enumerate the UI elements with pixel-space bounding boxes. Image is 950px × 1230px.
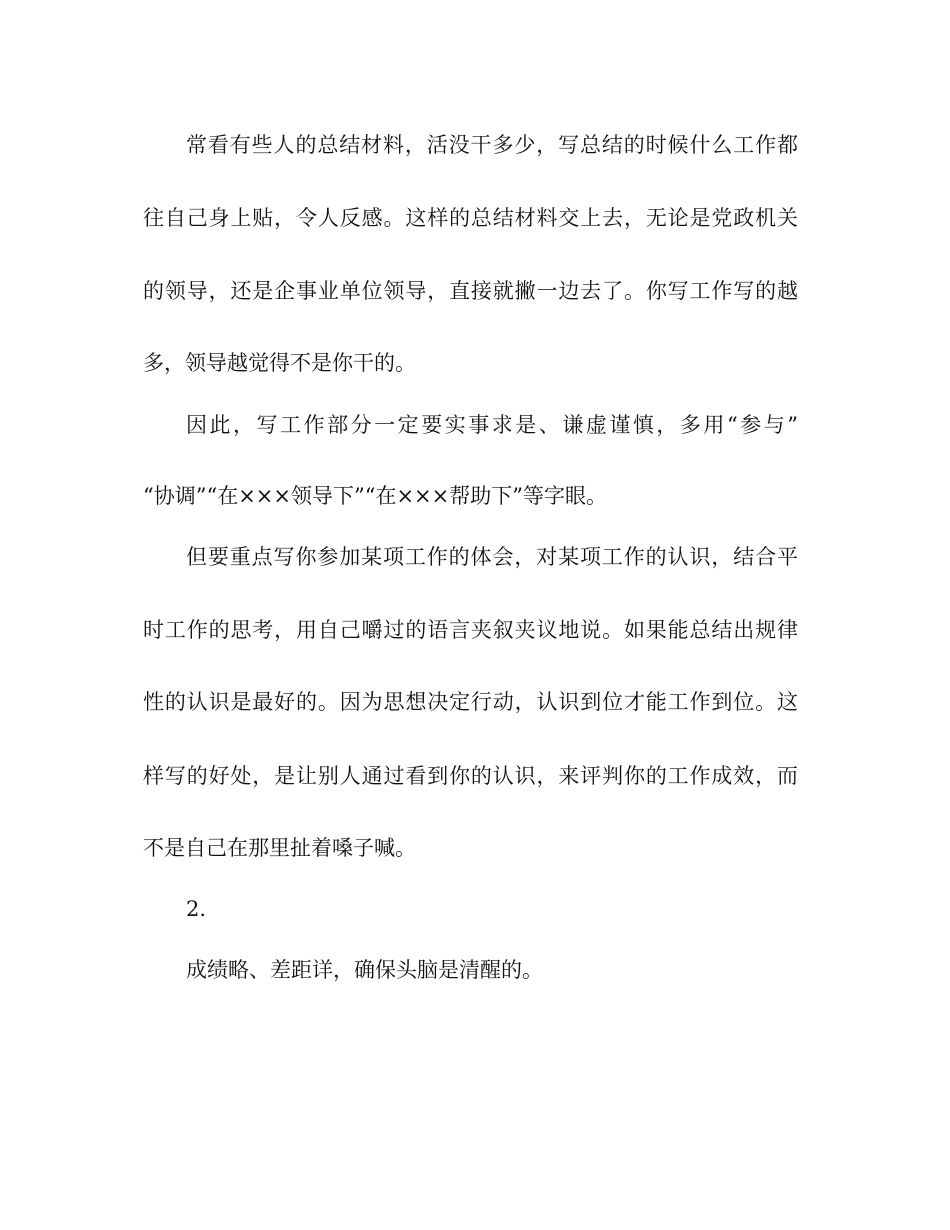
paragraph-3-line-2: 时工作的思考，用自己嚼过的语言夹叙夹议地说。如果能总结出规律 (143, 618, 798, 642)
section-number: 2. (186, 897, 207, 921)
paragraph-3-line-3: 性的认识是最好的。因为思想决定行动，认识到位才能工作到位。这 (143, 690, 798, 714)
paragraph-1-line-3: 的领导，还是企事业单位领导，直接就撇一边去了。你写工作写的越 (143, 279, 798, 303)
paragraph-2-line-1: 因此，写工作部分一定要实事求是、谦虚谨慎，多用“参与” (186, 413, 798, 437)
paragraph-1-line-1: 常看有些人的总结材料，活没干多少，写总结的时候什么工作都 (186, 133, 798, 157)
paragraph-3-line-4: 样写的好处，是让别人通过看到你的认识，来评判你的工作成效，而 (143, 764, 798, 788)
paragraph-3-line-1: 但要重点写你参加某项工作的体会，对某项工作的认识，结合平 (186, 545, 798, 569)
paragraph-1-line-2: 往自己身上贴，令人反感。这样的总结材料交上去，无论是党政机关 (143, 206, 798, 230)
paragraph-3-line-5: 不是自己在那里扯着嗓子喊。 (143, 836, 416, 860)
paragraph-1-line-4: 多，领导越觉得不是你干的。 (143, 351, 416, 375)
paragraph-2-line-2: “协调”“在×××领导下”“在×××帮助下”等字眼。 (143, 484, 607, 508)
section-heading: 成绩略、差距详，确保头脑是清醒的。 (186, 958, 543, 982)
